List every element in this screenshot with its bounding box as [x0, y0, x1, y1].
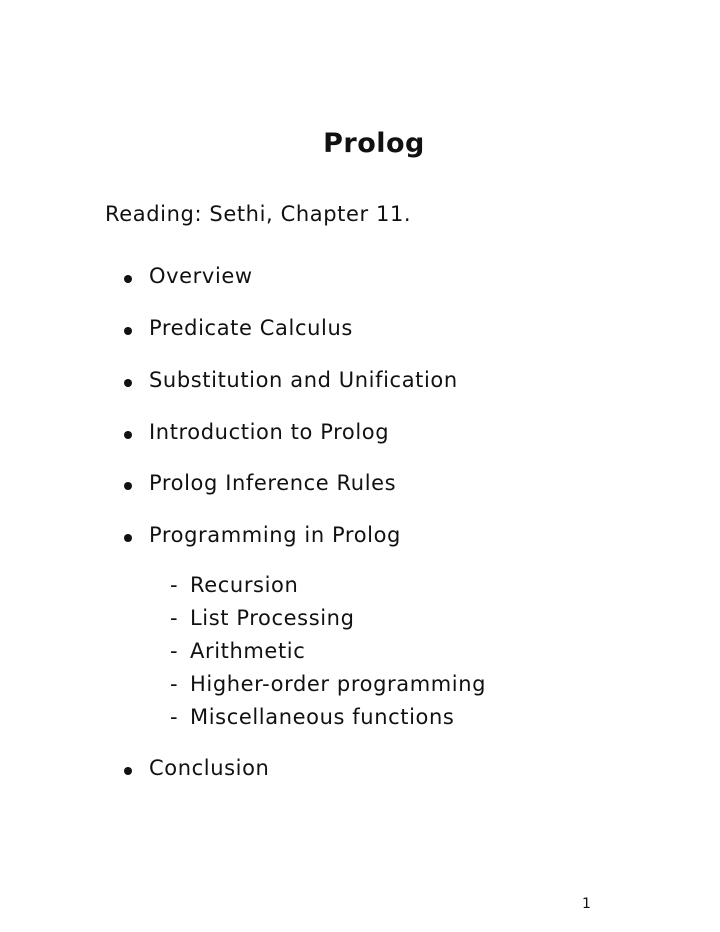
- bullet-icon: [124, 327, 132, 335]
- sub-item-label: Miscellaneous functions: [190, 705, 455, 729]
- reading-reference: Reading: Sethi, Chapter 11.: [105, 202, 412, 226]
- list-item-label: Overview: [149, 264, 253, 288]
- dash-icon: -: [170, 672, 179, 696]
- dash-icon: -: [170, 606, 179, 630]
- bullet-icon: [124, 767, 132, 775]
- sub-item-label: Recursion: [190, 573, 299, 597]
- bullet-icon: [124, 534, 132, 542]
- dash-icon: -: [170, 705, 179, 729]
- list-item-label: Prolog Inference Rules: [149, 471, 397, 495]
- dash-icon: -: [170, 639, 179, 663]
- bullet-icon: [124, 482, 132, 490]
- list-item-label: Programming in Prolog: [149, 523, 401, 547]
- bullet-icon: [124, 379, 132, 387]
- sub-item-label: Arithmetic: [190, 639, 306, 663]
- sub-item-label: List Processing: [190, 606, 355, 630]
- bullet-icon: [124, 275, 132, 283]
- page-title: Prolog: [323, 128, 425, 159]
- list-item-label: Conclusion: [149, 756, 270, 780]
- list-item-label: Substitution and Unification: [149, 368, 458, 392]
- list-item-label: Predicate Calculus: [149, 316, 353, 340]
- page-number: 1: [582, 896, 591, 912]
- sub-item-label: Higher-order programming: [190, 672, 487, 696]
- dash-icon: -: [170, 573, 179, 597]
- list-item-label: Introduction to Prolog: [149, 420, 390, 444]
- bullet-icon: [124, 431, 132, 439]
